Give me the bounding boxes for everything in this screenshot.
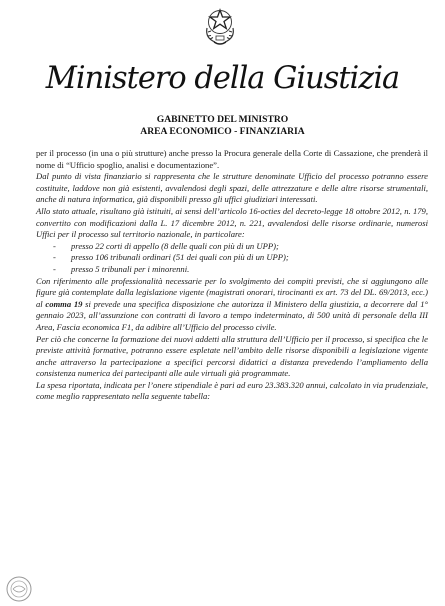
ministry-title: Ministero della Giustizia — [45, 60, 400, 96]
paragraph-6: La spesa riportata, indicata per l’onere stipendiale è pari ad euro 23.383.320 annui, calcolato in via prudenziale, come meglio rappresentato nella seguente tabella: — [36, 379, 429, 402]
paragraph-5: Per ciò che concerne la formazione dei nuovi addetti alla struttura dell’Ufficio per il processo, si specifica che le previste attività formative, potranno essere espletate nell’ambito delle risorse disponibili a legislazione vigente anche attraverso la partecipazione a specifici percorsi didattici a distanza prevedendo l’ampliamento della consistenza numerica dei partecipanti alle aule virtuali già programmate. — [36, 333, 428, 379]
office-heading — [0, 114, 445, 138]
list-item: - presso 106 tribunali ordinari (51 dei quali con più di un UPP); — [36, 252, 428, 264]
paragraph-3: Allo stato attuale, risultano già istituiti, ai sensi dell’articolo 16-octies del decreto-legge 18 ottobre 2012, n. 179, convertito con modificazioni dalla L. 17 dicembre 2012, n. 221, avvalendosi delle risorse ordinarie, numerosi Uffici per il processo sul territorio nazionale, in particolare: — [36, 205, 428, 240]
page-stamp-icon — [4, 574, 34, 604]
paragraph-1: per il processo (in una o più strutture) anche presso la Procura generale della Corte di Cassazione, che prenderà il nome di “Ufficio spoglio, analisi e documentazione”. — [36, 148, 428, 170]
office-line-1: GABINETTO DEL MINISTRO — [156, 114, 289, 125]
paragraph-2: Dal punto di vista finanziario si rappresenta che le strutture denominate Ufficio del processo potranno essere costituite, laddove non già esistenti, avvalendosi degli spazi, delle attrezzature e delle altre risorse strumentali, anche di natura informatica, già disponibili presso gli uffici giudiziari interessati. — [36, 171, 428, 205]
comma-reference: comma 19 — [45, 298, 83, 309]
document-body — [36, 148, 428, 403]
paragraph-4-end: si prevede una specifica disposizione che autorizza il Ministero della giustizia, a decorrere dal 1° gennaio 2023, all’assunzione con contratti di lavoro a tempo indeterminato, di 500 unità di personale della III Area, Fascia economica F1, da adibire all’Ufficio del processo civile. — [36, 298, 428, 332]
offices-list — [36, 241, 428, 276]
office-line-2: AREA ECONOMICO - FINANZIARIA — [140, 126, 305, 137]
paragraph-4 — [36, 276, 428, 334]
paragraph-4-start: Con riferimento alle professionalità necessarie per lo svolgimento dei compiti previsti, che si aggiungono alle figure già contemplate dalla legislazione vigente (magistrati onorari, tirocinanti ex art. 73 del DL. 69/2013, ecc.) al — [36, 275, 428, 309]
italian-republic-emblem-icon — [201, 6, 239, 46]
list-item: - presso 22 corti di appello (8 delle quali con più di un UPP); — [36, 241, 428, 253]
list-item: - presso 5 tribunali per i minorenni. — [36, 264, 428, 276]
